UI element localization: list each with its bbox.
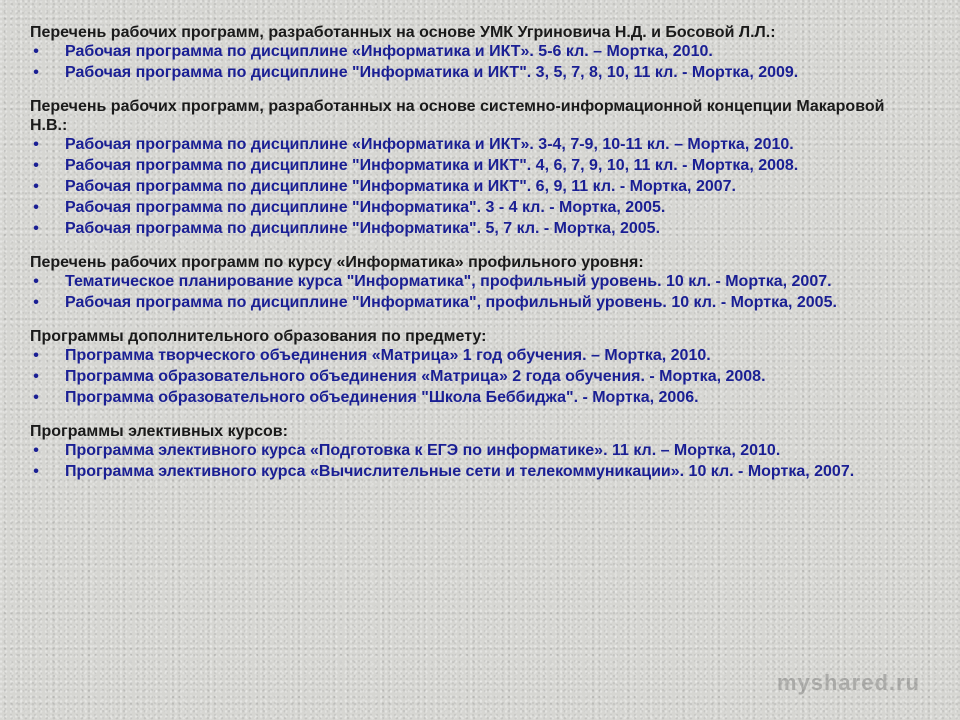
list-item (30, 272, 940, 291)
list-item (30, 156, 940, 175)
item-text: Программа элективного курса «Вычислительные сети и телекоммуникации». 10 кл. - Мортка, 2007. (65, 463, 855, 480)
list-item (30, 346, 940, 365)
list-item (30, 42, 940, 61)
list-item (30, 462, 940, 481)
section-makarova (30, 97, 940, 238)
item-text: Программа образовательного объединения "Школа Беббиджа". - Мортка, 2006. (65, 389, 699, 406)
section-additional (30, 327, 940, 407)
list-item (30, 367, 940, 386)
list-item (30, 441, 940, 460)
list-item (30, 177, 940, 196)
list-item (30, 293, 940, 312)
bullet-icon: • (33, 463, 39, 480)
slide-content (30, 23, 940, 496)
list-item (30, 63, 940, 82)
bullet-icon: • (33, 178, 39, 195)
item-text: Рабочая программа по дисциплине "Информатика", профильный уровень. 10 кл. - Мортка, 2005. (65, 294, 837, 311)
section-elective (30, 422, 940, 481)
bullet-icon: • (33, 294, 39, 311)
item-text: Рабочая программа по дисциплине "Информатика и ИКТ". 6, 9, 11 кл. - Мортка, 2007. (65, 178, 736, 195)
item-text: Рабочая программа по дисциплине «Информатика и ИКТ». 5-6 кл. – Мортка, 2010. (65, 43, 713, 60)
program-list (30, 42, 940, 82)
program-list (30, 135, 940, 238)
section-heading: Перечень рабочих программ, разработанных на основе системно-информационной концепции Макаровой Н.В.: (30, 98, 885, 134)
section-profile (30, 253, 940, 312)
bullet-icon: • (33, 220, 39, 237)
section-ugrinovich (30, 23, 940, 82)
bullet-icon: • (33, 273, 39, 290)
item-text: Программа творческого объединения «Матрица» 1 год обучения. – Мортка, 2010. (65, 347, 711, 364)
item-text: Рабочая программа по дисциплине "Информатика и ИКТ". 4, 6, 7, 9, 10, 11 кл. - Мортка, 2008. (65, 157, 799, 174)
item-text: Тематическое планирование курса "Информатика", профильный уровень. 10 кл. - Мортка, 2007. (65, 273, 832, 290)
item-text: Рабочая программа по дисциплине "Информатика". 3 - 4 кл. - Мортка, 2005. (65, 199, 666, 216)
list-item (30, 198, 940, 217)
section-heading: Перечень рабочих программ по курсу «Информатика» профильного уровня: (30, 254, 644, 271)
item-text: Рабочая программа по дисциплине "Информатика и ИКТ". 3, 5, 7, 8, 10, 11 кл. - Мортка, 2009. (65, 64, 799, 81)
bullet-icon: • (33, 347, 39, 364)
list-item (30, 388, 940, 407)
item-text: Программа образовательного объединения «Матрица» 2 года обучения. - Мортка, 2008. (65, 368, 766, 385)
bullet-icon: • (33, 43, 39, 60)
section-heading: Перечень рабочих программ, разработанных на основе УМК Угриновича Н.Д. и Босовой Л.Л.: (30, 24, 776, 41)
program-list (30, 346, 940, 407)
bullet-icon: • (33, 136, 39, 153)
item-text: Рабочая программа по дисциплине "Информатика". 5, 7 кл. - Мортка, 2005. (65, 220, 661, 237)
bullet-icon: • (33, 389, 39, 406)
bullet-icon: • (33, 442, 39, 459)
section-heading: Программы элективных курсов: (30, 423, 288, 440)
bullet-icon: • (33, 199, 39, 216)
bullet-icon: • (33, 157, 39, 174)
list-item (30, 219, 940, 238)
bullet-icon: • (33, 64, 39, 81)
program-list (30, 272, 940, 312)
list-item (30, 135, 940, 154)
item-text: Программа элективного курса «Подготовка к ЕГЭ по информатике». 11 кл. – Мортка, 2010. (65, 442, 781, 459)
program-list (30, 441, 940, 481)
bullet-icon: • (33, 368, 39, 385)
section-heading: Программы дополнительного образования по предмету: (30, 328, 487, 345)
watermark: myshared.ru (776, 670, 920, 695)
item-text: Рабочая программа по дисциплине «Информатика и ИКТ». 3-4, 7-9, 10-11 кл. – Мортка, 2010. (65, 136, 794, 153)
